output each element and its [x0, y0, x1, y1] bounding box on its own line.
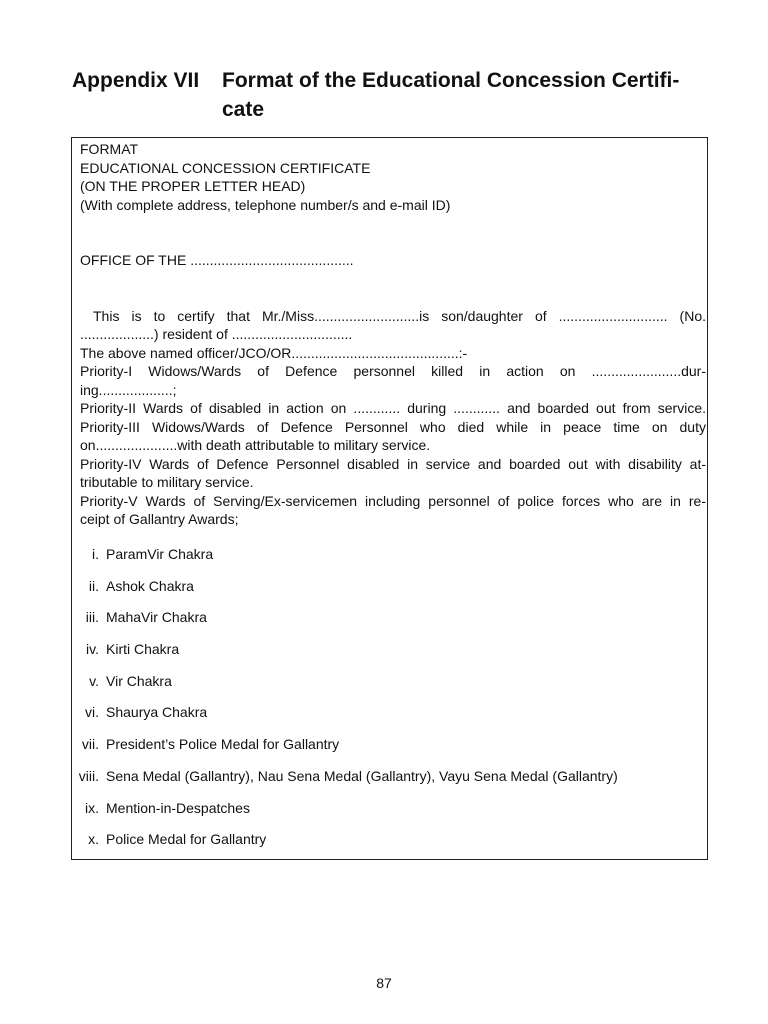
- gallantry-awards-list: [80, 545, 706, 862]
- list-item: [80, 577, 706, 609]
- appendix-label: Appendix VII: [72, 69, 200, 92]
- priority-1-line-1: Priority-I Widows/Wards of Defence personnel killed in action on .......................dur-: [80, 363, 706, 379]
- list-item: [80, 799, 706, 831]
- list-item-text: Police Medal for Gallantry: [106, 831, 267, 848]
- priority-4-line-1: Priority-IV Wards of Defence Personnel disabled in service and boarded out with disability at-: [80, 455, 706, 472]
- list-item: [80, 767, 706, 799]
- list-item: [80, 545, 706, 577]
- officer-line: The above named officer/JCO/OR...........................................:-: [80, 344, 468, 361]
- list-item-text: Mention-in-Despatches: [106, 799, 250, 816]
- list-item-text: ParamVir Chakra: [106, 546, 214, 562]
- list-item-text: Kirti Chakra: [106, 641, 180, 658]
- list-item-number: v.: [89, 672, 99, 689]
- appendix-title-line-2: cate: [222, 98, 265, 121]
- list-item: [80, 735, 706, 767]
- list-item-text: Sena Medal (Gallantry), Nau Sena Medal (Gallantry), Vayu Sena Medal (Gallantry): [106, 767, 618, 784]
- certify-line-1: This is to certify that Mr./Miss...........................is son/daughter of ............................ (No.: [93, 307, 706, 324]
- list-item-text: MahaVir Chakra: [106, 609, 207, 626]
- certify-line-2: ...................) resident of ...............................: [80, 326, 353, 342]
- certificate-format-box: [71, 137, 708, 860]
- priority-3-line-2: on.....................with death attributable to military service.: [80, 437, 431, 453]
- list-item-number: iii.: [85, 609, 99, 626]
- list-item-number: ix.: [85, 799, 99, 816]
- appendix-title: [222, 66, 712, 124]
- page-number: 87: [376, 975, 392, 991]
- list-item-text: President’s Police Medal for Gallantry: [106, 736, 340, 753]
- list-item-number: viii.: [78, 767, 99, 784]
- priority-5-line-2: ceipt of Gallantry Awards;: [80, 511, 239, 527]
- certificate-text: [78, 140, 706, 848]
- format-label: FORMAT: [80, 141, 139, 157]
- list-item-text: Ashok Chakra: [106, 577, 194, 594]
- list-item-number: x.: [88, 831, 99, 848]
- priority-4-line-2: tributable to military service.: [80, 474, 254, 490]
- priority-2-line: Priority-II Wards of disabled in action on ............ during ............ and boarded out from service.: [80, 400, 706, 416]
- list-item: [80, 703, 706, 735]
- list-item: [80, 640, 706, 672]
- priority-3-line-1: Priority-III Widows/Wards of Defence Personnel who died while in peace time on duty: [80, 418, 706, 435]
- priority-5-line-1: Priority-V Wards of Serving/Ex-servicemen including personnel of police forces who are in re-: [80, 492, 706, 509]
- contact-note: (With complete address, telephone number/s and e-mail ID): [80, 196, 451, 213]
- list-item-number: ii.: [88, 577, 99, 594]
- appendix-title-line-1: Format of the Educational Concession Certifi-: [222, 69, 680, 92]
- certificate-title: EDUCATIONAL CONCESSION CERTIFICATE: [80, 159, 371, 176]
- list-item-number: vi.: [85, 704, 99, 721]
- list-item: [80, 830, 706, 862]
- list-item: [80, 608, 706, 640]
- list-item-number: iv.: [86, 641, 99, 658]
- letter-head-note: (ON THE PROPER LETTER HEAD): [80, 178, 306, 194]
- office-line: OFFICE OF THE ..........................................: [80, 252, 354, 268]
- list-item-number: vii.: [81, 736, 99, 753]
- list-item-text: Vir Chakra: [106, 672, 172, 689]
- list-item: [80, 672, 706, 704]
- list-item-text: Shaurya Chakra: [106, 704, 208, 721]
- list-item-number: i.: [92, 546, 99, 562]
- priority-1-line-2: ing...................;: [80, 381, 177, 398]
